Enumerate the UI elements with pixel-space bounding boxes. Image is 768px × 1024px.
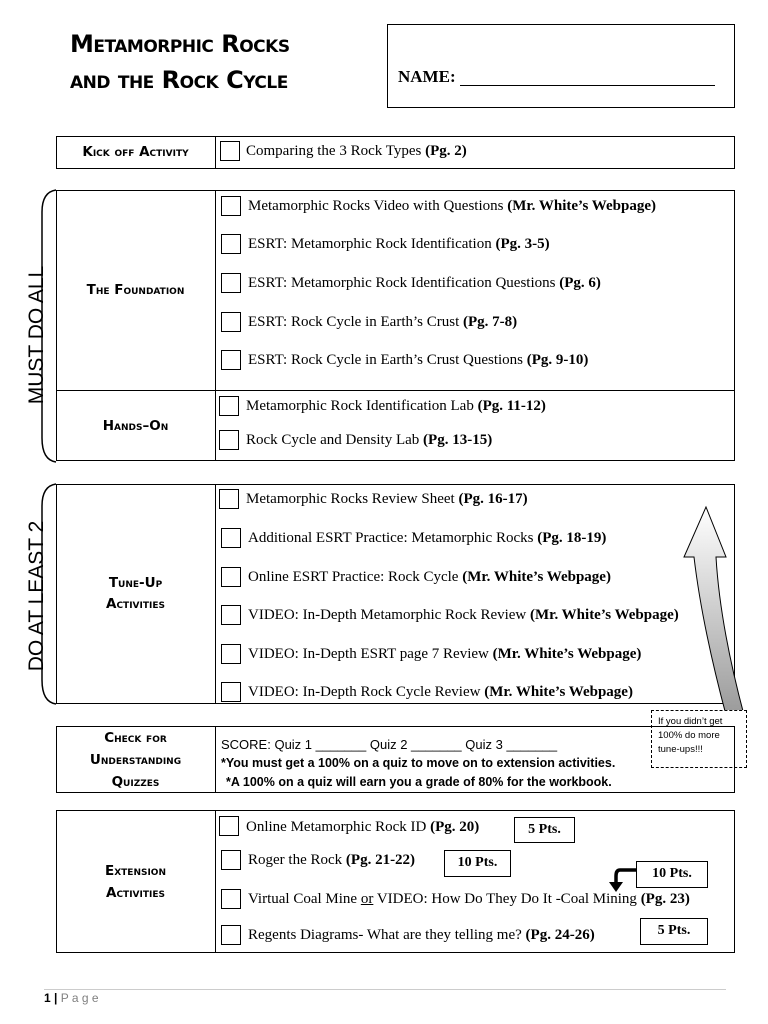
hands-on-item xyxy=(246,398,546,415)
extension-item xyxy=(248,852,415,869)
foundation-item xyxy=(248,198,656,215)
page-label: P a g e xyxy=(60,991,99,1005)
item-ref: (Mr. White’s Webpage) xyxy=(484,684,633,700)
item-text: Online Metamorphic Rock ID xyxy=(246,819,431,835)
item-text: Roger the Rock xyxy=(248,852,346,868)
item-text: VIDEO: In-Depth ESRT page 7 Review xyxy=(248,646,493,662)
points-badge: 5 Pts. xyxy=(640,918,708,945)
title-line-1: Metamorphic Rocks xyxy=(70,30,290,58)
name-line[interactable] xyxy=(460,85,715,86)
item-ref: (Pg. 11-12) xyxy=(477,398,546,414)
checkbox[interactable] xyxy=(221,644,241,664)
item-text: Metamorphic Rocks Review Sheet xyxy=(246,491,459,507)
item-ref: (Pg. 13-15) xyxy=(423,432,493,448)
kickoff-label: Kick off Activity xyxy=(82,144,189,160)
item-ref: (Pg. 7-8) xyxy=(463,314,518,330)
tuneup-item xyxy=(246,491,528,508)
tuneup-item xyxy=(248,646,641,663)
item-text: ESRT: Rock Cycle in Earth’s Crust xyxy=(248,314,464,330)
extension-item xyxy=(248,891,690,908)
item-ref: (Mr. White’s Webpage) xyxy=(462,569,611,585)
extension-label xyxy=(56,810,215,953)
item-text: ESRT: Metamorphic Rock Identification Questions xyxy=(248,275,560,291)
item-ref: (Pg. 20) xyxy=(430,819,480,835)
item-text: Comparing the 3 Rock Types xyxy=(246,143,426,159)
item-text: Online ESRT Practice: Rock Cycle xyxy=(248,569,463,585)
extension-label-line-2: Activities xyxy=(106,884,165,901)
foundation-item xyxy=(248,275,601,292)
do-at-least-label: DO AT LEAST 2 xyxy=(25,520,48,672)
foundation-item xyxy=(248,352,588,369)
hands-on-label: Hands–On xyxy=(102,417,169,434)
points-badge: 10 Pts. xyxy=(444,850,511,877)
item-text: VIDEO: In-Depth Rock Cycle Review xyxy=(248,684,485,700)
tuneup-label xyxy=(56,484,215,704)
foundation-item xyxy=(248,314,517,331)
foundation-label: The Foundation xyxy=(86,281,185,298)
quiz-rule-1: *You must get a 100% on a quiz to move on to extension activities. xyxy=(221,756,616,770)
item-text: VIDEO: How Do They Do It -Coal Mining xyxy=(373,891,641,907)
item-ref: (Pg. 9-10) xyxy=(526,352,589,368)
quiz-label-line-3: Quizzes xyxy=(111,773,160,790)
item-ref: (Pg. 18-19) xyxy=(537,530,607,546)
item-text: ESRT: Metamorphic Rock Identification xyxy=(248,236,496,252)
checkbox[interactable] xyxy=(220,141,240,161)
footer-rule xyxy=(44,989,726,990)
item-ref: (Pg. 24-26) xyxy=(525,927,595,943)
tuneup-label-line-2: Activities xyxy=(106,596,165,612)
tuneup-item xyxy=(248,607,679,624)
curved-arrow-icon xyxy=(680,505,755,720)
tuneup-item xyxy=(248,530,606,547)
points-badge: 10 Pts. xyxy=(636,861,708,888)
checkbox[interactable] xyxy=(219,396,239,416)
item-ref: (Pg. 2) xyxy=(425,143,467,159)
item-ref: (Pg. 3-5) xyxy=(495,236,550,252)
item-ref: (Pg. 21-22) xyxy=(345,852,416,868)
extension-item xyxy=(248,927,595,944)
foundation-item xyxy=(248,236,550,253)
checkbox[interactable] xyxy=(221,567,241,587)
extension-label-line-1: Extension xyxy=(105,862,166,879)
item-text: Additional ESRT Practice: Metamorphic Rocks xyxy=(248,530,538,546)
must-do-all-label: MUST DO ALL xyxy=(25,265,48,405)
tuneup-label-line-1: Tune-Up xyxy=(108,575,163,591)
item-ref: (Mr. White’s Webpage) xyxy=(507,198,656,214)
checkbox[interactable] xyxy=(221,925,241,945)
item-text-or: or xyxy=(360,891,374,907)
item-text: VIDEO: In-Depth Metamorphic Rock Review xyxy=(248,607,531,623)
hands-on-item xyxy=(246,432,492,449)
tuneup-item xyxy=(248,684,633,701)
checkbox[interactable] xyxy=(221,889,241,909)
item-ref: (Pg. 16-17) xyxy=(458,491,528,507)
checkbox[interactable] xyxy=(219,816,239,836)
checkbox[interactable] xyxy=(221,850,241,870)
item-text: Rock Cycle and Density Lab xyxy=(246,432,424,448)
divider xyxy=(215,726,216,793)
quiz-rule-2: *A 100% on a quiz will earn you a grade of 80% for the workbook. xyxy=(226,775,612,789)
quiz-label xyxy=(56,726,215,793)
kickoff-item xyxy=(246,143,467,160)
checkbox[interactable] xyxy=(221,273,241,293)
checkbox[interactable] xyxy=(221,196,241,216)
item-text: Metamorphic Rock Identification Lab xyxy=(246,398,478,414)
page-title xyxy=(70,26,380,98)
name-label: NAME: xyxy=(398,67,456,86)
page-footer: 1 | P a g e xyxy=(44,991,99,1005)
item-text: Metamorphic Rocks Video with Questions xyxy=(248,198,508,214)
item-text: Virtual Coal Mine xyxy=(248,891,361,907)
bent-arrow-icon xyxy=(606,866,638,894)
divider xyxy=(215,810,216,953)
points-badge: 5 Pts. xyxy=(514,817,575,843)
checkbox[interactable] xyxy=(221,528,241,548)
checkbox[interactable] xyxy=(219,430,239,450)
divider xyxy=(215,136,216,169)
extension-item xyxy=(246,819,479,836)
title-line-2: and the Rock Cycle xyxy=(70,66,288,94)
quiz-label-line-1: Check for xyxy=(104,729,167,746)
item-text: ESRT: Rock Cycle in Earth’s Crust Questions xyxy=(248,352,527,368)
quiz-label-line-2: Understanding xyxy=(89,751,182,768)
page-number: 1 xyxy=(44,991,51,1005)
checkbox[interactable] xyxy=(221,350,241,370)
tuneup-note: If you didn’t get 100% do more tune-ups!!! xyxy=(651,710,747,768)
divider xyxy=(215,484,216,704)
checkbox[interactable] xyxy=(221,605,241,625)
checkbox[interactable] xyxy=(221,234,241,254)
name-box xyxy=(387,24,735,108)
item-ref: (Pg. 23) xyxy=(640,891,690,907)
item-text: Regents Diagrams- What are they telling me? xyxy=(248,927,526,943)
item-ref: (Mr. White’s Webpage) xyxy=(530,607,679,623)
tuneup-item xyxy=(248,569,611,586)
checkbox[interactable] xyxy=(221,682,241,702)
item-ref: (Pg. 6) xyxy=(559,275,601,291)
checkbox[interactable] xyxy=(221,312,241,332)
item-ref: (Mr. White’s Webpage) xyxy=(492,646,642,662)
divider xyxy=(215,190,216,461)
checkbox[interactable] xyxy=(219,489,239,509)
quiz-score-line[interactable]: SCORE: Quiz 1 _______ Quiz 2 _______ Quiz 3 _______ xyxy=(221,737,558,752)
